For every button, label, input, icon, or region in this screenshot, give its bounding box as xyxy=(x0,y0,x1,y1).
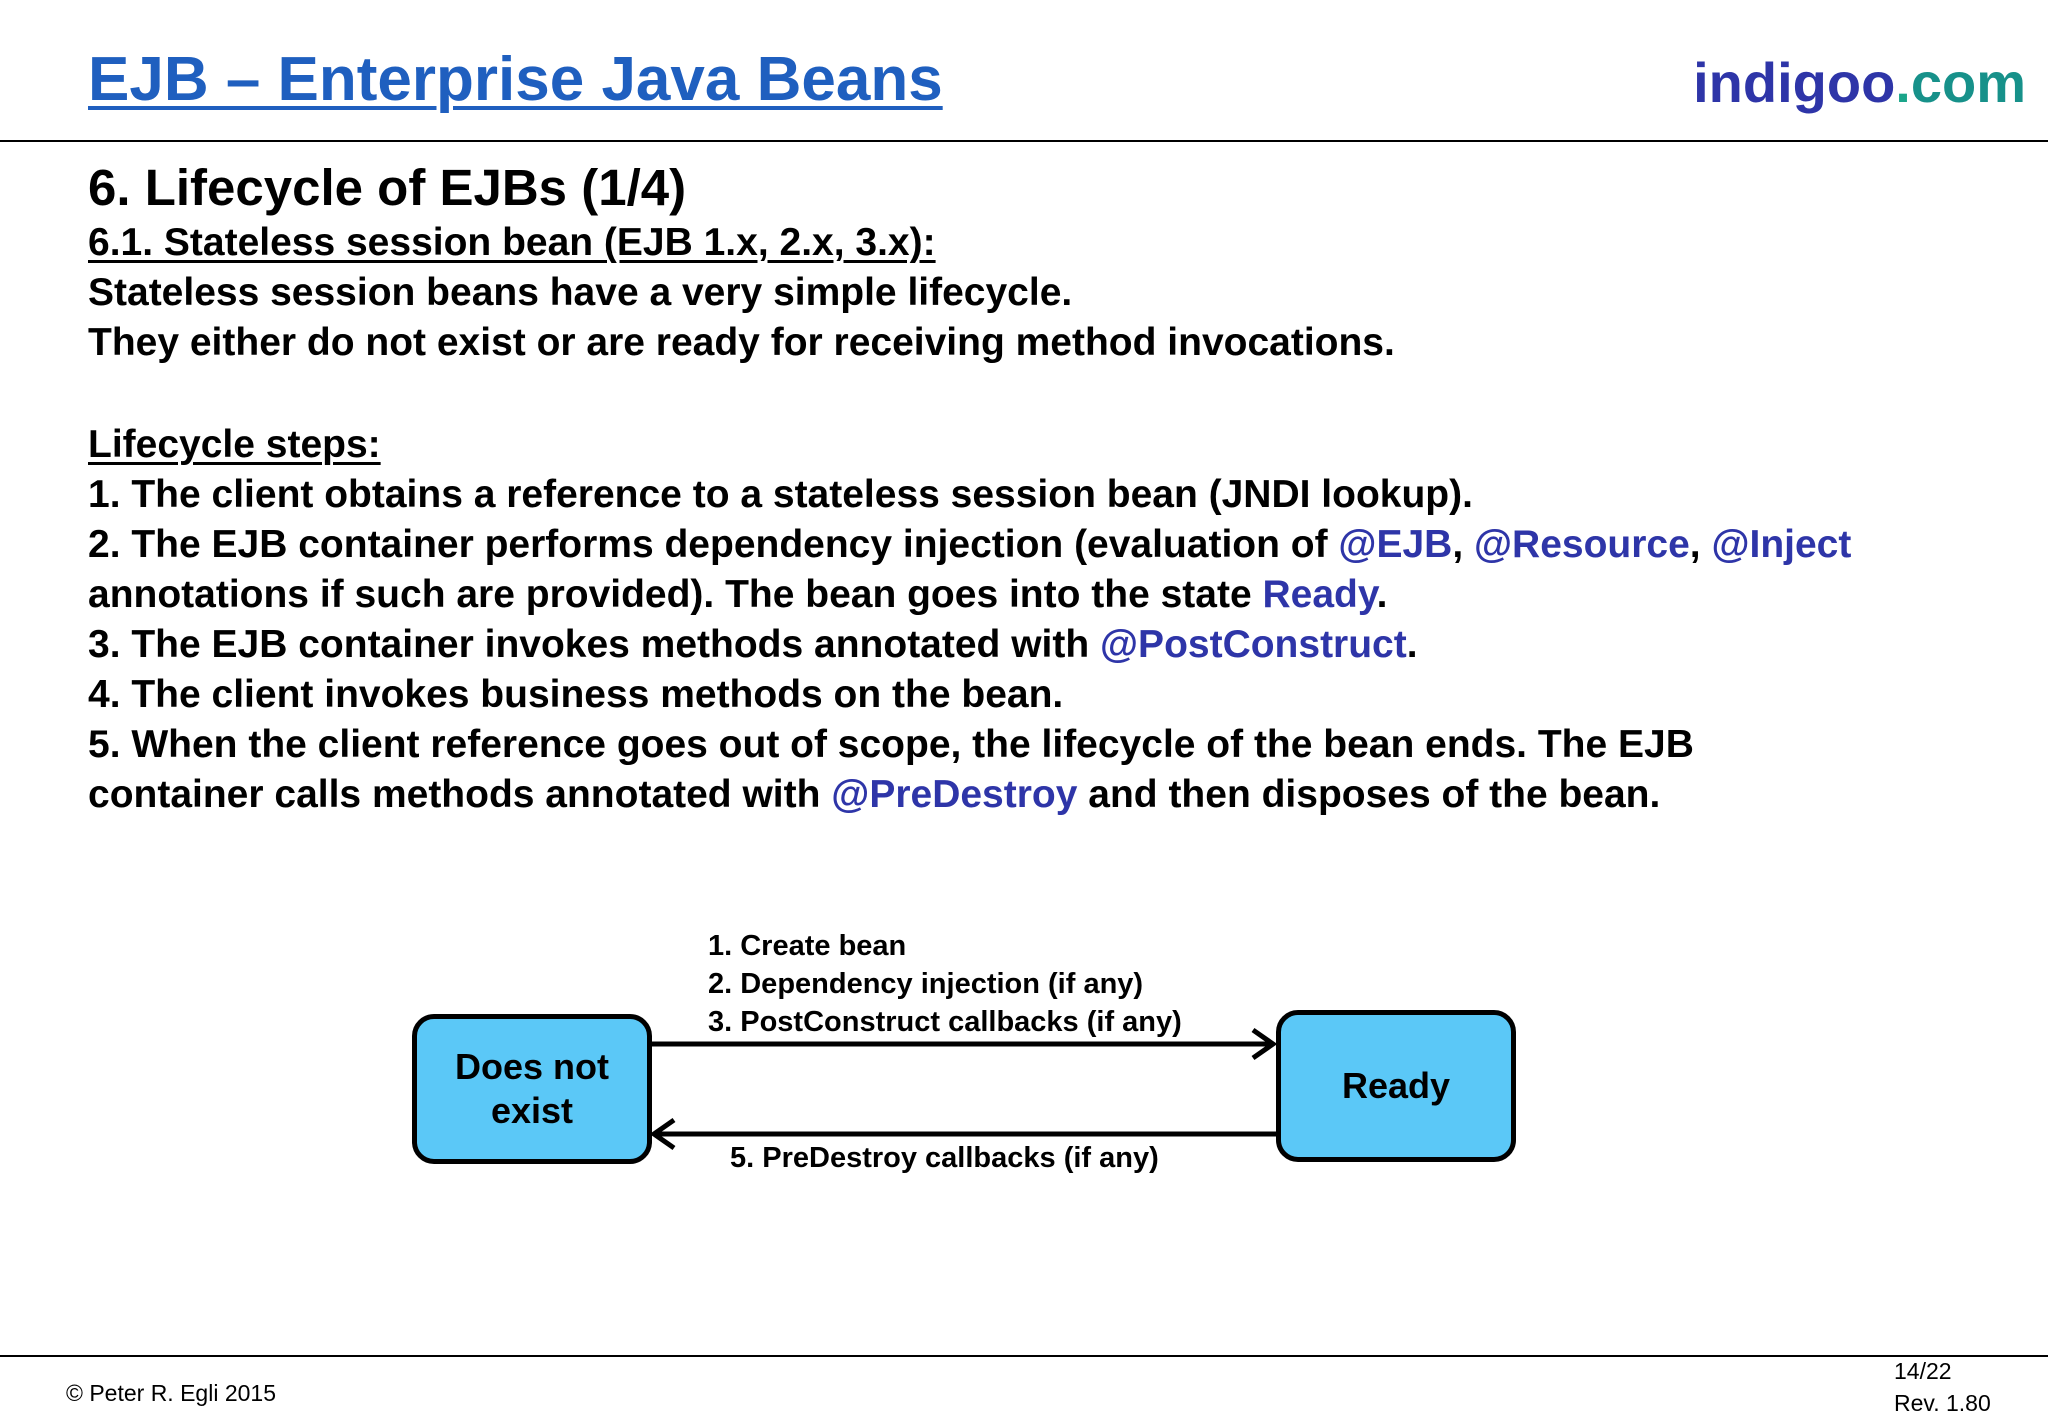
step-2-text: 2. The EJB container performs dependency injection (evaluation of xyxy=(88,523,1339,566)
step-5-line-1: 5. When the client reference goes out of scope, the lifecycle of the bean ends. The EJB xyxy=(88,723,1694,766)
backward-label: 5. PreDestroy callbacks (if any) xyxy=(730,1142,1159,1174)
state-does-not-exist xyxy=(412,1014,652,1164)
annotation-resource: @Resource xyxy=(1474,523,1690,566)
state-ready-ref: Ready xyxy=(1262,573,1377,616)
step-2-text: annotations if such are provided). The bean goes into the state xyxy=(88,573,1263,616)
separator: , xyxy=(1689,523,1712,566)
steps-heading: Lifecycle steps: xyxy=(88,423,381,466)
intro-line-1: Stateless session beans have a very simple lifecycle. xyxy=(88,271,1073,314)
step-5-text-end: and then disposes of the bean. xyxy=(1077,773,1661,816)
intro-line-2: They either do not exist or are ready for receiving method invocations. xyxy=(88,321,1395,364)
annotation-ejb: @EJB xyxy=(1338,523,1453,566)
brand-dot: . xyxy=(1895,51,1911,114)
state-label-line-2: exist xyxy=(490,1090,574,1131)
state-label-line-1: Does not xyxy=(454,1046,609,1087)
period: . xyxy=(1406,623,1418,666)
forward-label-1: 1. Create bean xyxy=(708,930,907,962)
page-number: 14/22 xyxy=(1894,1358,1952,1384)
copyright: © Peter R. Egli 2015 xyxy=(66,1380,276,1406)
forward-label-2: 2. Dependency injection (if any) xyxy=(708,968,1144,1000)
footer-divider xyxy=(0,1355,2048,1357)
state-ready xyxy=(1276,1010,1516,1162)
brand-name: indigoo xyxy=(1693,51,1896,114)
header-title: EJB – Enterprise Java Beans xyxy=(88,45,943,114)
arrow-forward xyxy=(652,1030,1273,1058)
step-1: 1. The client obtains a reference to a stateless session bean (JNDI lookup). xyxy=(88,473,1473,516)
step-4: 4. The client invokes business methods on the bean. xyxy=(88,673,1064,716)
brand-tld: com xyxy=(1910,51,2026,114)
annotation-inject: @Inject xyxy=(1711,523,1852,566)
state-label: Ready xyxy=(1341,1065,1451,1106)
revision: Rev. 1.80 xyxy=(1894,1390,1991,1416)
step-5-text: container calls methods annotated with xyxy=(88,773,832,816)
annotation-postconstruct: @PostConstruct xyxy=(1100,623,1407,666)
period: . xyxy=(1376,573,1388,616)
section-subtitle: 6.1. Stateless session bean (EJB 1.x, 2.x, 3.x): xyxy=(88,221,936,264)
annotation-predestroy: @PreDestroy xyxy=(831,773,1078,816)
separator: , xyxy=(1452,523,1474,566)
step-3-text: 3. The EJB container invokes methods annotated with xyxy=(88,623,1101,666)
forward-label-3: 3. PostConstruct callbacks (if any) xyxy=(708,1006,1182,1038)
section-title: 6. Lifecycle of EJBs (1/4) xyxy=(88,159,687,216)
